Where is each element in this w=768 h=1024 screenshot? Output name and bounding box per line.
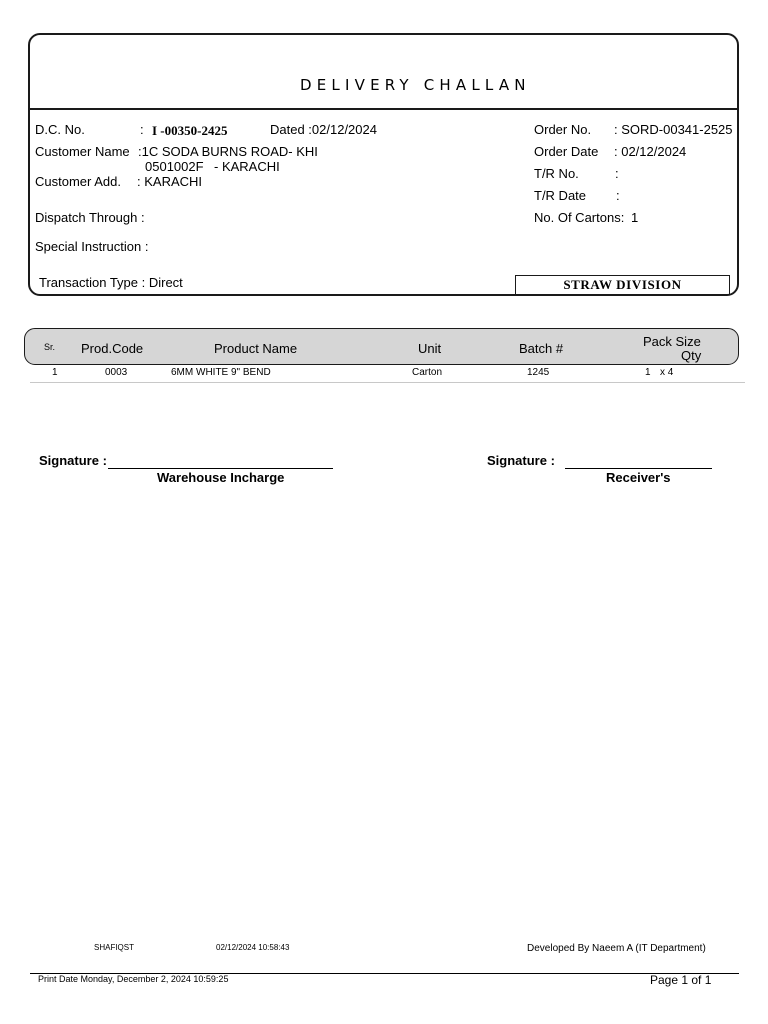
order-no-value: : SORD-00341-2525 <box>614 122 733 137</box>
cell-qty: x 4 <box>660 367 674 378</box>
footer-user: SHAFIQST <box>94 943 135 952</box>
customer-code: 0501002F <box>145 159 204 174</box>
cell-sr: 1 <box>52 367 58 378</box>
tr-date-value: : <box>616 188 620 203</box>
signature-right-line <box>565 468 712 469</box>
row-divider <box>30 382 745 383</box>
footer-developer: Developed By Naeem A (IT Department) <box>527 943 706 954</box>
cell-batch: 1245 <box>527 367 550 378</box>
transaction-type: Transaction Type : Direct <box>39 275 183 290</box>
signature-right-label: Signature : <box>487 453 555 468</box>
col-sr: Sr. <box>44 342 56 352</box>
tr-no-label: T/R No. <box>534 166 579 181</box>
order-no-label: Order No. <box>534 122 592 137</box>
print-date: Print Date Monday, December 2, 2024 10:59:25 <box>38 974 229 984</box>
customer-name-value: :1C SODA BURNS ROAD- KHI <box>138 144 318 159</box>
order-date-label: Order Date <box>534 144 599 159</box>
dispatch-through: Dispatch Through : <box>35 210 145 225</box>
cartons-value: 1 <box>631 210 639 225</box>
col-qty: Qty <box>681 348 702 363</box>
tr-date-label: T/R Date <box>534 188 587 203</box>
customer-city: - KARACHI <box>214 159 280 174</box>
cell-prod-code: 0003 <box>105 367 128 378</box>
header-box <box>28 33 739 296</box>
cell-pack-size: 1 <box>645 367 651 378</box>
dc-no-value: I -00350-2425 <box>152 123 228 138</box>
col-batch: Batch # <box>519 341 564 356</box>
header-divider <box>30 108 739 110</box>
signature-left-role: Warehouse Incharge <box>157 470 285 485</box>
signature-left-line <box>108 468 333 469</box>
customer-name-label: Customer Name <box>35 144 130 159</box>
col-unit: Unit <box>418 341 442 356</box>
footer-timestamp: 02/12/2024 10:58:43 <box>216 943 290 952</box>
cell-unit: Carton <box>412 367 443 378</box>
division-badge: STRAW DIVISION <box>515 275 730 295</box>
document-title: DELIVERY CHALLAN <box>300 76 531 94</box>
signature-right-role: Receiver's <box>606 470 671 485</box>
tr-no-value: : <box>615 166 619 181</box>
signature-left-label: Signature : <box>39 453 107 468</box>
col-prod-code: Prod.Code <box>81 341 144 356</box>
order-date-value: : 02/12/2024 <box>614 144 687 159</box>
cell-product-name: 6MM WHITE 9" BEND <box>171 367 271 378</box>
dc-no-colon: : <box>140 122 144 137</box>
page-number: Page 1 of 1 <box>650 973 712 987</box>
special-instruction: Special Instruction : <box>35 239 149 254</box>
dated: Dated :02/12/2024 <box>270 122 377 137</box>
col-product-name: Product Name <box>214 341 298 356</box>
dc-no-label: D.C. No. <box>35 122 85 137</box>
customer-add-value: : KARACHI <box>137 174 203 189</box>
cartons-label: No. Of Cartons: <box>534 210 625 225</box>
col-pack-size: Pack Size <box>643 334 701 349</box>
customer-add-label: Customer Add. <box>35 174 121 189</box>
